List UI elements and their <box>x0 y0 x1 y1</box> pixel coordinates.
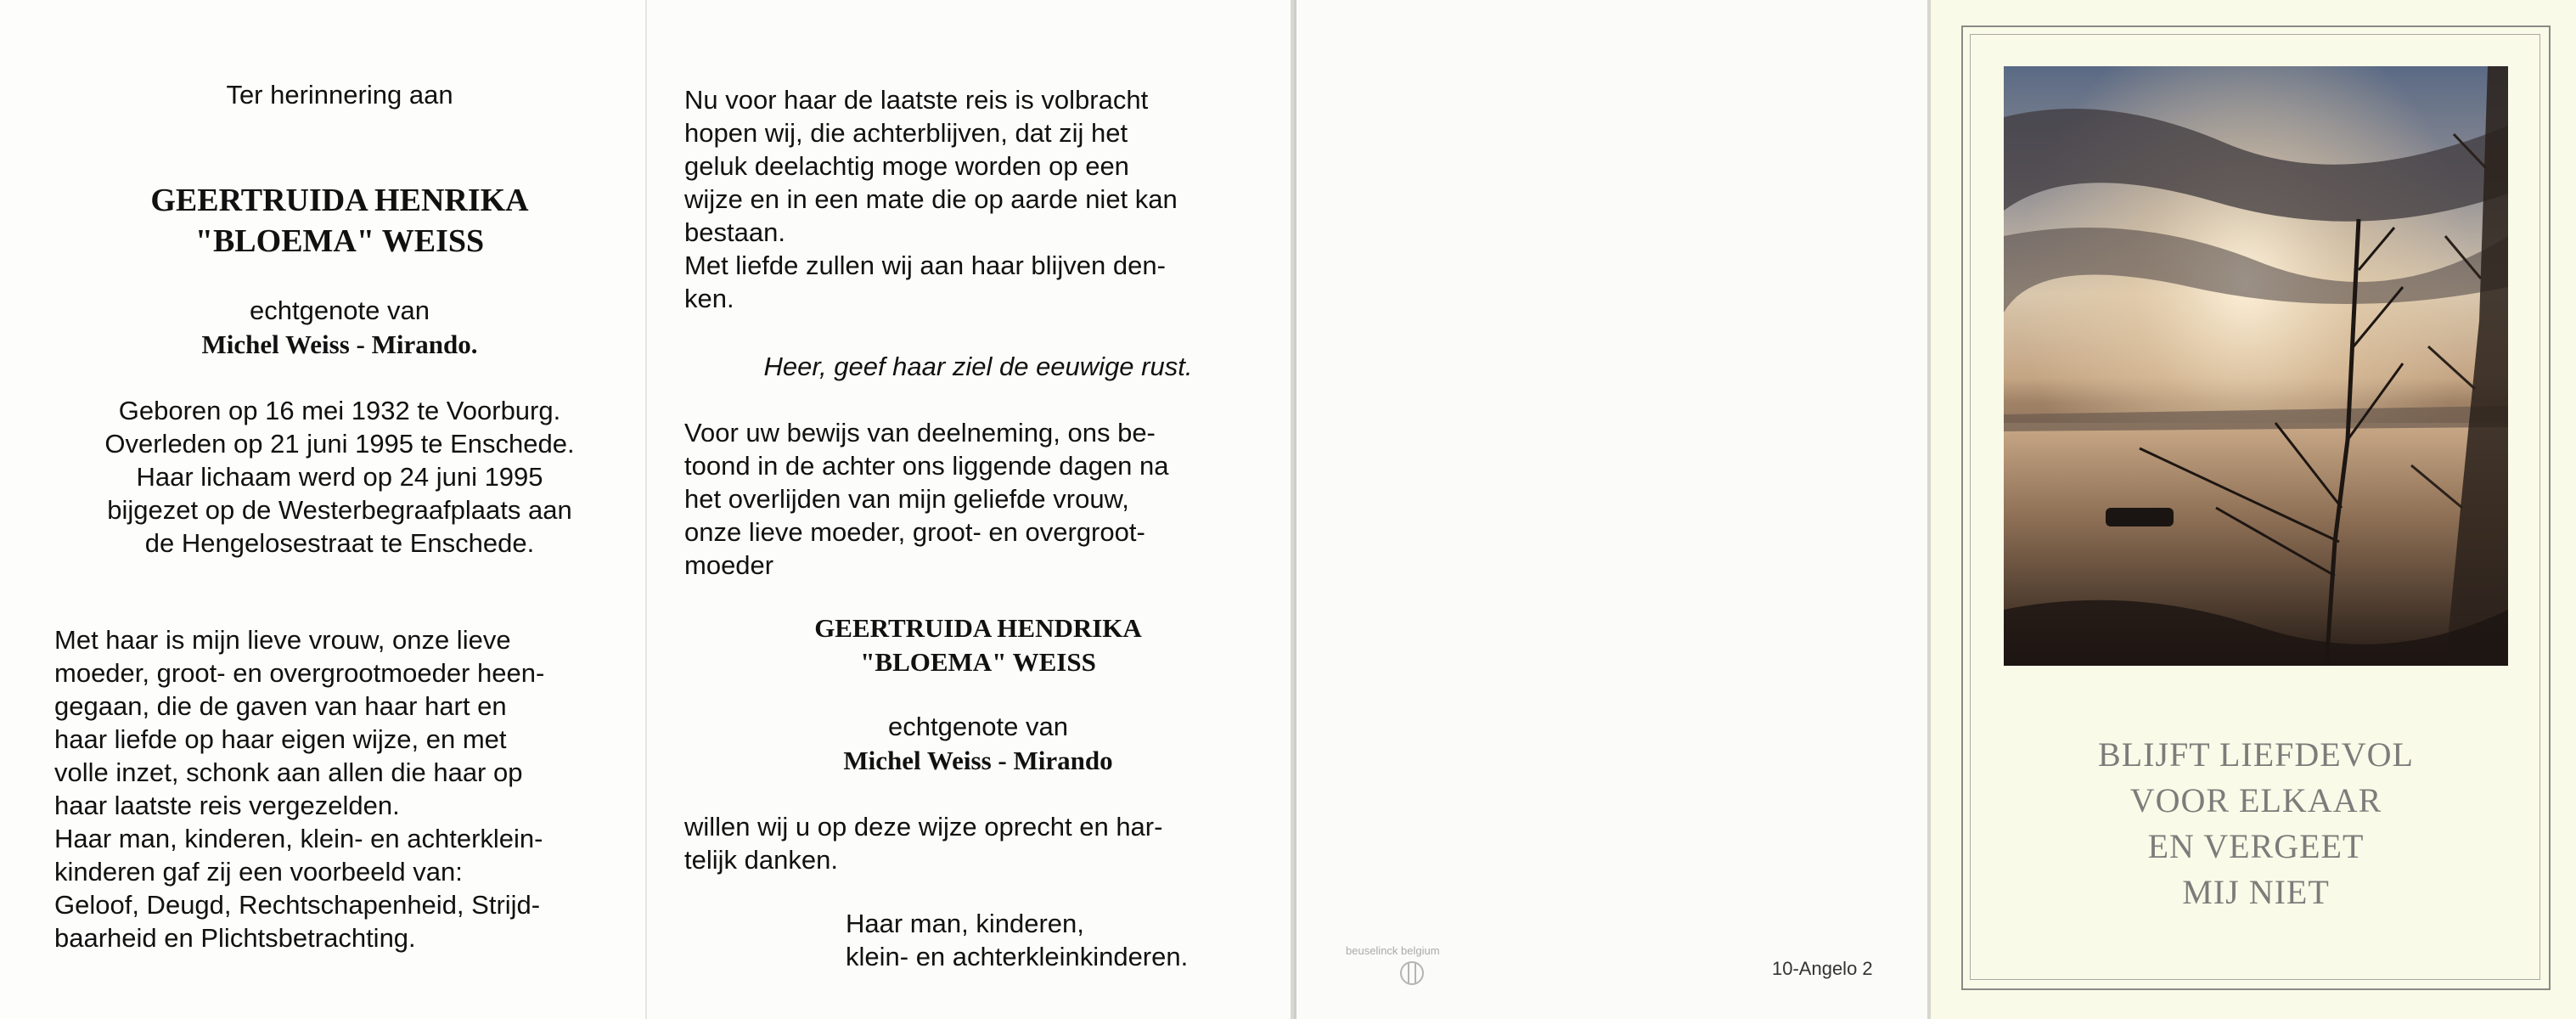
farewell-line: ken. <box>684 284 734 313</box>
family-signoff <box>846 907 1270 973</box>
burial-line-3: de Hengelosestraat te Enschede. <box>144 528 535 558</box>
thanks-closing <box>684 810 1262 876</box>
death-line: Overleden op 21 juni 1995 te Enschede. <box>104 429 575 459</box>
poem-line: VOOR ELKAAR <box>2129 781 2382 819</box>
tribute-line: gegaan, die de gaven van haar hart en <box>54 691 507 721</box>
memorial-card-left-page <box>0 0 645 1019</box>
publisher-logo <box>1346 939 1482 990</box>
poem-line: MIJ NIET <box>2182 873 2330 911</box>
signoff-line: klein- en achterkleinkinderen. <box>846 942 1189 971</box>
thanks-intro-paragraph <box>684 416 1262 582</box>
thanks-line: onze lieve moeder, groot- en overgroot- <box>684 517 1145 547</box>
birth-line: Geboren op 16 mei 1932 te Voorburg. <box>118 396 561 425</box>
tribute-line: Met haar is mijn lieve vrouw, onze lieve <box>54 625 511 655</box>
tribute-line: kinderen gaf zij een voorbeeld van: <box>54 857 463 887</box>
tribute-line: moeder, groot- en overgrootmoeder heen- <box>54 658 545 688</box>
deceased-name-line1: GEERTRUIDA HENDRIKA <box>814 613 1142 643</box>
farewell-line: hopen wij, die achterblijven, dat zij het <box>684 118 1128 148</box>
tribute-line: baarheid en Plichtsbetrachting. <box>54 923 416 953</box>
tribute-line: haar liefde op haar eigen wijze, en met <box>54 724 507 754</box>
life-dates <box>0 394 679 560</box>
farewell-line: geluk deelachtig moge worden op een <box>684 151 1129 181</box>
prayer-line: Heer, geef haar ziel de eeuwige rust. <box>763 352 1193 381</box>
burial-line-2: bijgezet op de Westerbegraafplaats aan <box>107 495 572 525</box>
farewell-paragraph <box>684 83 1262 315</box>
card-model-code: 10-Angelo 2 <box>1772 958 1873 979</box>
spouse-name: Michel Weiss - Mirando. <box>201 329 478 359</box>
publisher-logo-text: beuselinck belgium <box>1346 944 1440 957</box>
burial-line-1: Haar lichaam werd op 24 juni 1995 <box>136 462 543 492</box>
card-cover-page <box>1929 0 2576 1019</box>
signoff-line: Haar man, kinderen, <box>846 909 1084 938</box>
thanks-line: het overlijden van mijn geliefde vrouw, <box>684 484 1129 514</box>
cover-poem <box>2004 732 2508 915</box>
tribute-paragraph <box>54 623 623 954</box>
poem-line: EN VERGEET <box>2147 827 2365 865</box>
farewell-line: wijze en in een mate die op aarde niet kan <box>684 184 1178 214</box>
deceased-name-line2: "BLOEMA" WEISS <box>194 223 485 259</box>
farewell-line: bestaan. <box>684 217 785 247</box>
card-back-page <box>1294 0 1927 1019</box>
intro-text: Ter herinnering aan <box>226 80 453 110</box>
tribute-line: haar laatste reis vergezelden. <box>54 791 400 820</box>
deceased-name-line2: "BLOEMA" WEISS <box>860 647 1096 677</box>
memorial-card-right-page <box>645 0 1291 1019</box>
sunset-lake-photo <box>2004 66 2508 666</box>
thanks-line: moeder <box>684 550 774 580</box>
tribute-line: Haar man, kinderen, klein- en achterklein- <box>54 824 543 853</box>
thanks-line: Voor uw bewijs van deelneming, ons be- <box>684 418 1156 448</box>
tribute-line: volle inzet, schonk aan allen die haar op <box>54 757 523 787</box>
deceased-name-line1: GEERTRUIDA HENRIKA <box>150 183 529 218</box>
thanks-closing-line: telijk danken. <box>684 845 838 875</box>
farewell-line: Nu voor haar de laatste reis is volbracht <box>684 85 1149 115</box>
spouse-name: Michel Weiss - Mirando <box>843 746 1113 775</box>
tribute-line: Geloof, Deugd, Rechtschapenheid, Strijd- <box>54 890 541 920</box>
farewell-line: Met liefde zullen wij aan haar blijven den- <box>684 251 1166 280</box>
deceased-name <box>0 180 679 262</box>
deceased-name-repeat <box>647 611 1309 679</box>
thanks-line: toond in de achter ons liggende dagen na <box>684 451 1169 481</box>
thanks-closing-line: willen wij u op deze wijze oprecht en har- <box>684 812 1163 842</box>
spouse-label: echtgenote van <box>249 296 430 325</box>
spouse-label: echtgenote van <box>887 712 1068 741</box>
poem-line: BLIJFT LIEFDEVOL <box>2098 735 2414 774</box>
